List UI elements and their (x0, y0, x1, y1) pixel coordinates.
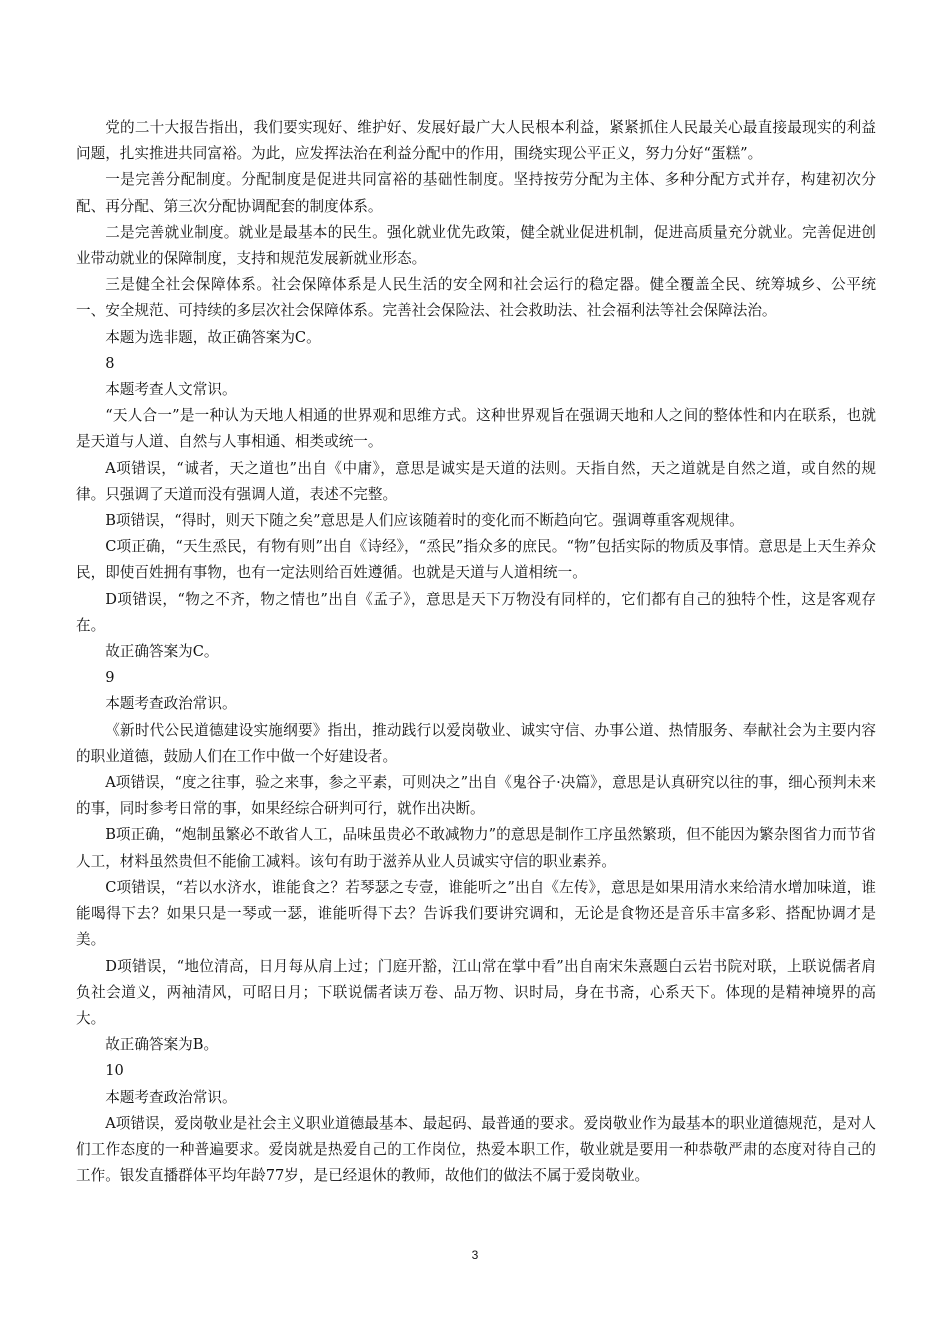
paragraph: 9 (105, 669, 115, 687)
paragraph: 本题考查政治常识。 (105, 1088, 237, 1106)
paragraph: D项错误，“物之不齐，物之情也”出自《孟子》，意思是天下万物没有同样的，它们都有自己的独特个性，这是客观存在。 (76, 590, 876, 634)
paragraph: 8 (105, 354, 115, 372)
paragraph: 本题考查人文常识。 (105, 381, 237, 399)
document-body (76, 115, 876, 1189)
paragraph: “天人合一”是一种认为天地人相通的世界观和思维方式。这种世界观旨在强调天地和人之间的整体性和内在联系，也就是天道与人道、自然与人事相通、相类或统一。 (76, 407, 876, 451)
paragraph: A项错误，爱岗敬业是社会主义职业道德最基本、最起码、最普通的要求。爱岗敬业作为最基本的职业道德规范，是对人们工作态度的一种普遍要求。爱岗就是热爱自己的工作岗位，热爱本职工作，敬业就是要用一种恭敬严肃的态度对待自己的工作。银发直播群体平均年龄77岁，是已经退休的教师，故他们的做法不属于爱岗敬业。 (76, 1114, 876, 1185)
paragraph: 三是健全社会保障体系。社会保障体系是人民生活的安全网和社会运行的稳定器。健全覆盖全民、统筹城乡、公平统一、安全规范、可持续的多层次社会保障体系。完善社会保险法、社会救助法、社会福利法等社会保障法治。 (76, 276, 876, 320)
paragraph: 本题为选非题，故正确答案为C。 (105, 328, 321, 346)
paragraph: A项错误，“诚者，天之道也”出自《中庸》，意思是诚实是天道的法则。天指自然，天之道就是自然之道，或自然的规律。只强调了天道而没有强调人道，表述不完整。 (76, 459, 876, 503)
paragraph: B项正确，“炮制虽繁必不敢省人工，品味虽贵必不敢减物力”的意思是制作工序虽然繁琐，但不能因为繁杂图省力而节省人工，材料虽然贵但不能偷工减料。该句有助于滋养从业人员诚实守信的职业素养。 (76, 826, 876, 870)
paragraph: C项正确，“天生烝民，有物有则”出自《诗经》，“烝民”指众多的庶民。“物”包括实际的物质及事情。意思是上天生养众民，即使百姓拥有事物，也有一定法则给百姓遵循。也就是天道与人道相统一。 (76, 538, 876, 582)
paragraph: 二是完善就业制度。就业是最基本的民生。强化就业优先政策，健全就业促进机制，促进高质量充分就业。完善促进创业带动就业的保障制度，支持和规范发展新就业形态。 (76, 223, 876, 268)
page-number: 3 (471, 1248, 479, 1262)
paragraph: 党的二十大报告指出，我们要实现好、维护好、发展好最广大人民根本利益，紧紧抓住人民最关心最直接最现实的利益问题，扎实推进共同富裕。为此，应发挥法治在利益分配中的作用，围绕实现公平正义，努力分好“蛋糕”。 (76, 119, 876, 163)
paragraph: 《新时代公民道德建设实施纲要》指出，推动践行以爱岗敬业、诚实守信、办事公道、热情服务、奉献社会为主要内容的职业道德，鼓励人们在工作中做一个好建设者。 (76, 721, 876, 765)
paragraph: 故正确答案为B。 (105, 1036, 219, 1054)
paragraph: A项错误，“度之往事，验之来事，参之平素，可则决之”出自《鬼谷子·决篇》，意思是认真研究以往的事，细心预判未来的事，同时参考日常的事，如果经综合研判可行，就作出决断。 (76, 774, 876, 818)
paragraph: 10 (105, 1062, 124, 1080)
paragraph: C项错误，“若以水济水，谁能食之？若琴瑟之专壹，谁能听之”出自《左传》，意思是如果用清水来给清水增加味道，谁能喝得下去？如果只是一琴或一瑟，谁能听得下去？告诉我们要讲究调和，无论是食物还是音乐丰富多彩、搭配协调才是美。 (76, 878, 876, 949)
paragraph: 一是完善分配制度。分配制度是促进共同富裕的基础性制度。坚持按劳分配为主体、多种分配方式并存，构建初次分配、再分配、第三次分配协调配套的制度体系。 (76, 171, 876, 215)
paragraph: B项错误，“得时，则天下随之矣”意思是人们应该随着时的变化而不断趋向它。强调尊重客观规律。 (105, 512, 744, 530)
paragraph: 本题考查政治常识。 (105, 695, 237, 713)
paragraph: D项错误，“地位清高，日月每从肩上过；门庭开豁，江山常在掌中看”出自南宋朱熹题白云岩书院对联，上联说儒者肩负社会道义，两袖清风，可昭日月；下联说儒者读万卷、品万物、识时局，身在书斋，心系天下。体现的是精神境界的高大。 (76, 957, 876, 1027)
paragraph: 故正确答案为C。 (105, 643, 219, 661)
